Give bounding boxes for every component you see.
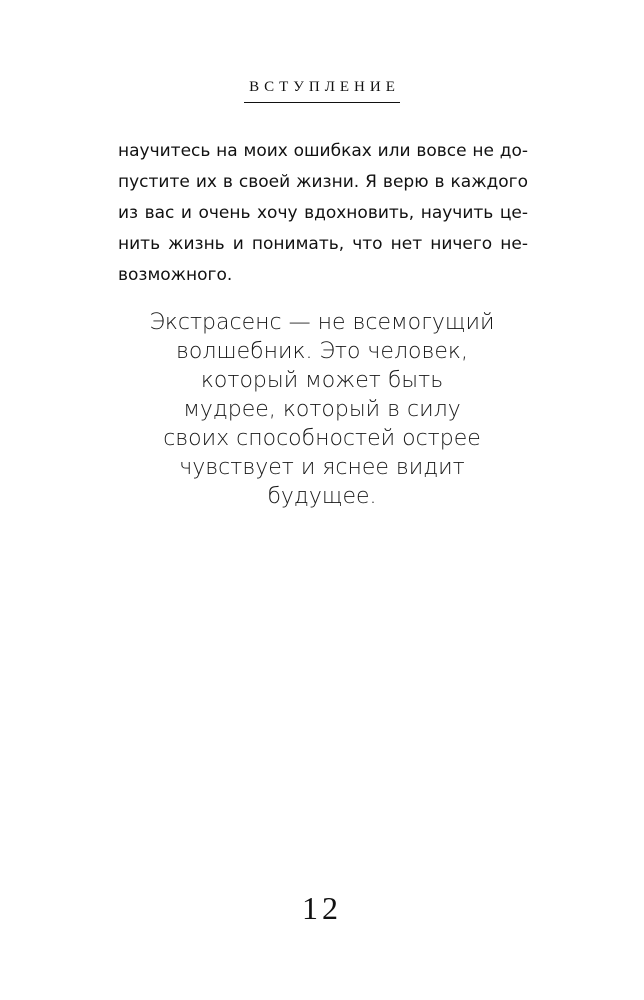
running-head (0, 78, 644, 103)
quote-line: чувствует и яснее видит (179, 455, 465, 480)
body-line: пустите их в своей жизни. Я верю в каждого (118, 172, 528, 192)
quote-line: который может быть (200, 368, 444, 393)
quote-line: Экстрасенс — не всемогущий (149, 310, 495, 335)
running-title: ВСТУПЛЕНИЕ (244, 79, 400, 103)
page-number: 12 (302, 890, 342, 926)
body-line: нить жизнь и понимать, что нет ничего не- (118, 234, 528, 254)
quote-line: своих способностей острее (163, 426, 481, 451)
body-line: возможного. (118, 265, 233, 285)
quote-line: мудрее, который в силу (183, 397, 461, 422)
quote-line: будущее. (267, 484, 377, 509)
body-line: научитесь на моих ошибках или вовсе не до- (118, 141, 528, 161)
body-line: из вас и очень хочу вдохновить, научить це- (118, 203, 528, 223)
body-paragraph (118, 136, 528, 291)
quote-line: волшебник. Это человек, (176, 339, 468, 364)
pull-quote (0, 308, 644, 511)
